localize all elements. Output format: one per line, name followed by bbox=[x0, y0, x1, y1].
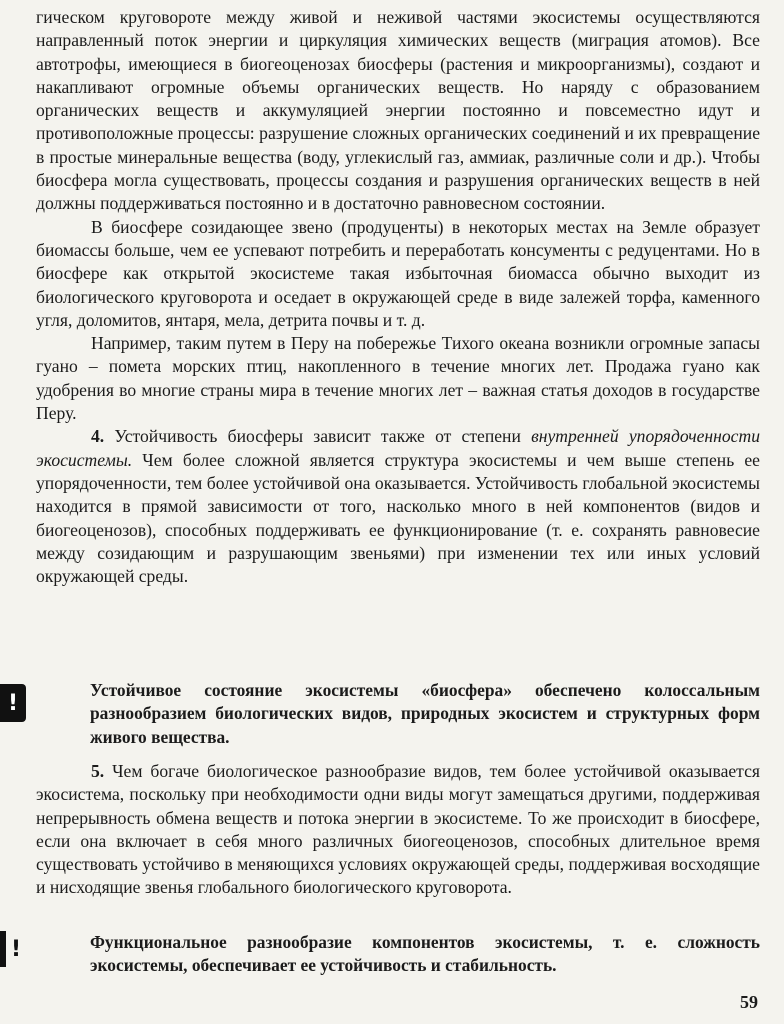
paragraph-4-rest: Чем более сложной является структура экосистемы и чем выше степень ее упорядоченности, тем более устойчивой она оказывается. Устойчивость глобальной экосистемы находится в прямой зависимости от того, насколько много в ней компонентов (видов и биогеоценозов), способных поддерживать ее функционирование (т. е. сохранять равновесие между созидающим и разрушающим звеньями) при изменении тех или иных условий окружающей среды. bbox=[36, 449, 760, 587]
paragraph-continued: гическом круговороте между живой и неживой частями экосистемы осуществляются направленный поток энергии и циркуляция химических веществ (миграция атомов). Все автотрофы, имеющиеся в биогеоценозах биосферы (растения и микроорганизмы), создают и накапливают огромные объемы органических веществ. Но наряду с образованием органических веществ и аккумуляцией энергии постоянно и повсеместно идут и противоположные процессы: разрушение сложных органических соединений и их превращение в простые минеральные вещества (воду, углекислый газ, аммиак, различные соли и др.). Чтобы биосфера могла существовать, процессы создания и разрушения органических веществ в ней должны поддерживаться постоянно и в достаточно равновесном состоянии. bbox=[36, 7, 760, 214]
paragraph-5-text: Чем богаче биологическое разнообразие видов, тем более устойчивой оказывается экосистема, поскольку при необходимости одни виды могут замещаться другими, поддерживая непрерывность обмена веществ и потока энергии в экосистеме. То же происходит в биосфере, если она включает в себя много различных биогеоценозов, способных длительное время существовать устойчиво в меняющихся условиях окружающей среды, поддерживая восходящие и нисходящие звенья глобального биологического круговорота. bbox=[36, 761, 760, 898]
paragraph-4-emphasis: внутренней упорядоченности экосистемы. bbox=[36, 426, 760, 470]
paragraph-biomass: В биосфере созидающее звено (продуценты) в некоторых местах на Земле образует биомассы больше, чем ее успевают потребить и переработать консументы с редуцентами. Но в биосфере как открытой экосистеме такая избыточная биомасса обычно выходит из биологического круговорота и оседает в окружающей среде в виде залежей торфа, каменного угля, доломитов, янтаря, мела, детрита почвы и т. д. bbox=[36, 216, 760, 330]
callout-functional-diversity: Функциональное разнообразие компонентов экосистемы, т. е. сложность экосистемы, обеспечивает ее устойчивость и стабильность. bbox=[90, 932, 760, 976]
callout-biosphere-stability: Устойчивое состояние экосистемы «биосфера» обеспечено колоссальным разнообразием биологических видов, природных экосистем и структурных форм живого вещества. bbox=[90, 680, 760, 747]
paragraph-5 bbox=[36, 760, 760, 900]
paragraph-5-number: 5. bbox=[91, 761, 105, 781]
main-text bbox=[36, 6, 760, 588]
paragraph-4-lead: Устойчивость биосферы зависит также от степени bbox=[104, 426, 532, 447]
page-number: 59 bbox=[740, 992, 758, 1012]
paragraph-4 bbox=[36, 425, 760, 588]
important-mark-icon: ! bbox=[0, 684, 26, 722]
paragraph-4-number: 4. bbox=[91, 426, 105, 447]
important-mark-icon: ! bbox=[0, 931, 26, 967]
paragraph-peru-example: Например, таким путем в Перу на побережье Тихого океана возникли огромные запасы гуано – помета морских птиц, накопленного в течение многих лет. Продажа гуано как удобрения во многие страны мира в течение многих лет – важная статья доходов в государстве Перу. bbox=[36, 333, 760, 424]
